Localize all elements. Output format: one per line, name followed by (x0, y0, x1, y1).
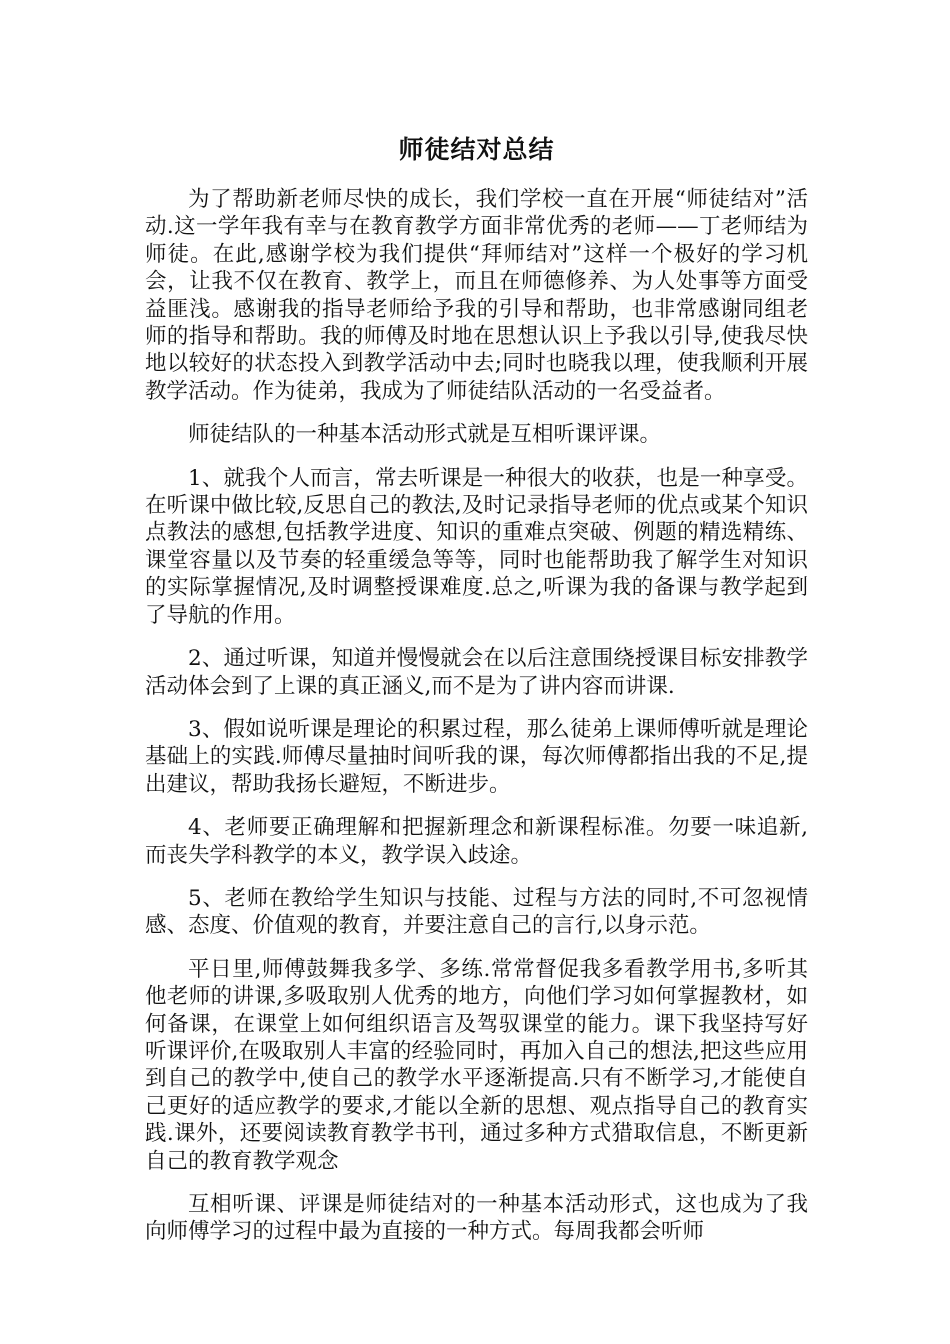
paragraph-point-5: 5、老师在教给学生知识与技能、过程与方法的同时,不可忽视情感、态度、价值观的教育，并要注意自己的言行,以身示范。 (145, 885, 808, 939)
paragraph-point-4: 4、老师要正确理解和把握新理念和新课程标准。勿要一味追新,而丧失学科教学的本义，教学误入歧途。 (145, 815, 808, 868)
paragraph-daily-learning: 平日里,师傅鼓舞我多学、多练.常常督促我多看教学用书,多听其他老师的讲课,多吸取别人优秀的地方，向他们学习如何掌握教材，如何备课，在课堂上如何组织语言及驾驭课堂的能力。课下我坚持写好听课评价,在吸取别人丰富的经验同时，再加入自己的想法,把这些应用到自己的教学中,使自己的教学水平逐渐提高.只有不断学习,才能使自己更好的适应教学的要求,才能以全新的思想、观点指导自己的教育实践.课外，还要阅读教育教学书刊，通过多种方式猎取信息，不断更新自己的教育教学观念 (145, 956, 808, 1174)
paragraph-point-2: 2、通过听课，知道并慢慢就会在以后注意围绕授课目标安排教学活动体会到了上课的真正涵义,而不是为了讲内容而讲课. (145, 646, 808, 699)
paragraph-point-3: 3、假如说听课是理论的积累过程，那么徒弟上课师傅听就是理论基础上的实践.师傅尽量抽时间听我的课，每次师傅都指出我的不足,提出建议，帮助我扬长避短，不断进步。 (145, 716, 808, 797)
paragraph-intro: 为了帮助新老师尽快的成长，我们学校一直在开展“师徒结对”活动.这一学年我有幸与在教育教学方面非常优秀的老师——丁老师结为师徒。在此,感谢学校为我们提供“拜师结对”这样一个极好的学习机会，让我不仅在教育、教学上，而且在师德修养、为人处事等方面受益匪浅。感谢我的指导老师给予我的引导和帮助，也非常感谢同组老师的指导和帮助。我的师傅及时地在思想认识上予我以引导,使我尽快地以较好的状态投入到教学活动中去;同时也晓我以理，使我顺利开展教学活动。作为徒弟，我成为了师徒结队活动的一名受益者。 (145, 187, 808, 404)
paragraph-activity-form: 师徒结队的一种基本活动形式就是互相听课评课。 (188, 422, 662, 448)
document-page (145, 132, 808, 1262)
document-title: 师徒结对总结 (398, 135, 555, 164)
paragraph-mutual-listening: 互相听课、评课是师徒结对的一种基本活动形式，这也成为了我向师傅学习的过程中最为直接的一种方式。每周我都会听师 (145, 1192, 808, 1245)
paragraph-point-1: 1、就我个人而言，常去听课是一种很大的收获，也是一种享受。在听课中做比较,反思自己的教法,及时记录指导老师的优点或某个知识点教法的感想,包括教学进度、知识的重难点突破、例题的精选精练、课堂容量以及节奏的轻重缓急等等，同时也能帮助我了解学生对知识的实际掌握情况,及时调整授课难度.总之,听课为我的备课与教学起到了导航的作用。 (145, 465, 808, 628)
